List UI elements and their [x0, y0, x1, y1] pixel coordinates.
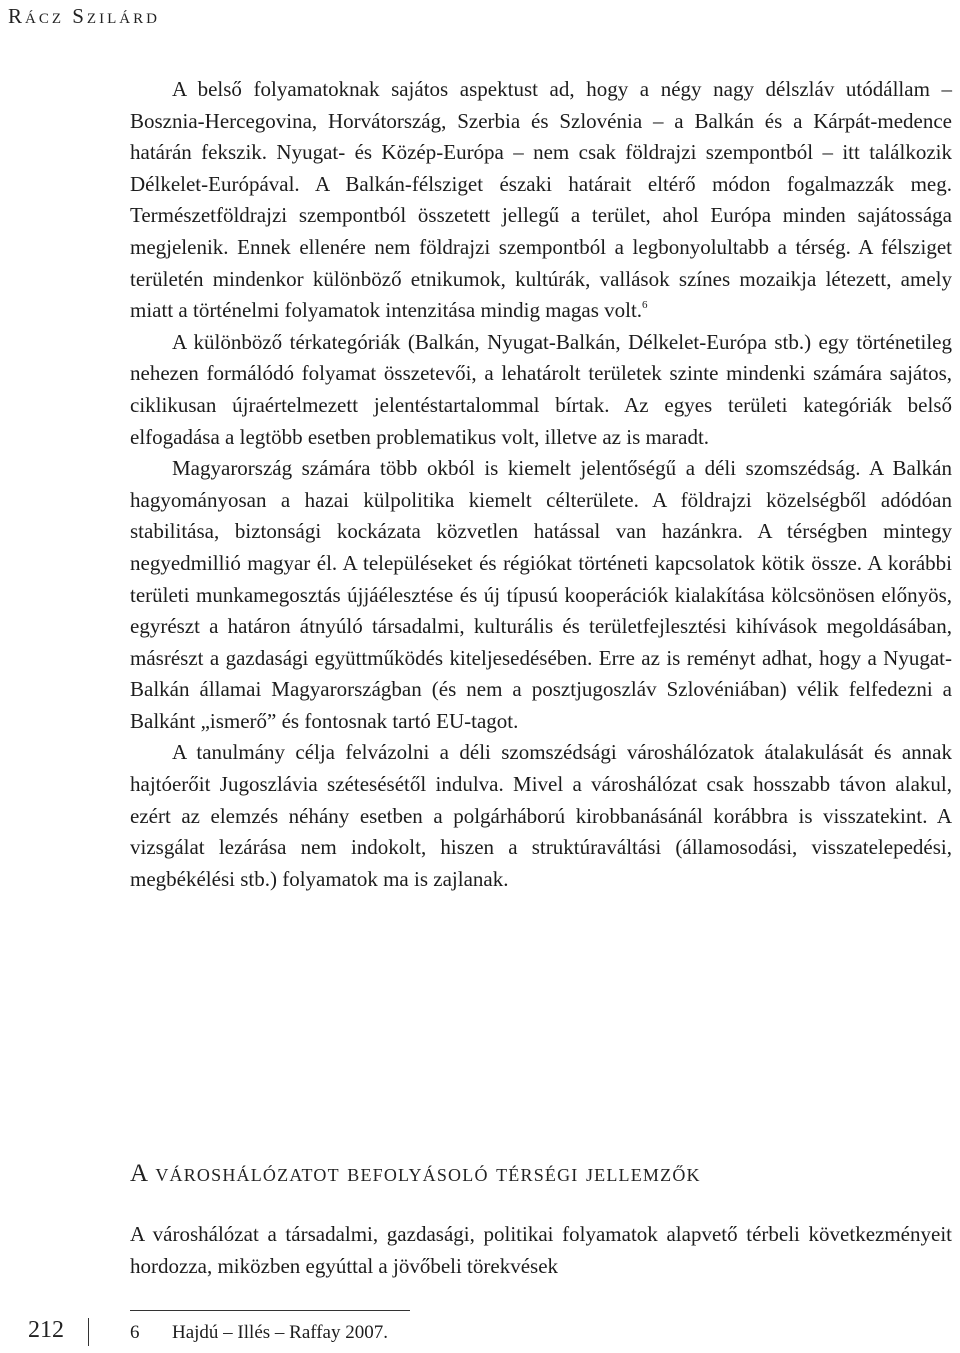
- paragraph-4: A tanulmány célja felvázolni a déli szomszédsági városhálózatok átalakulását és annak hajtóerőit Jugoszlávia szétesésétől indulva. Mivel a városhálózat csak hosszabb távon alakul, ezért az elemzés néhány esetben a polgárháború kirobbanásánál korábbra is visszatekint. A vizsgálat lezárása nem indokolt, hiszen a struktúraváltási (államosodási, visszatelepedési, megbékélési stb.) folyamatok ma is zajlanak.: [130, 740, 952, 891]
- running-head: Rácz Szilárd: [8, 4, 160, 28]
- page-number: 212: [28, 1317, 64, 1343]
- footnote: [130, 1322, 388, 1344]
- footnote-reference[interactable]: 6: [642, 299, 648, 312]
- footnote-text: Hajdú – Illés – Raffay 2007.: [172, 1322, 388, 1343]
- paragraph-3: Magyarország számára több okból is kiemelt jelentőségű a déli szomszédság. A Balkán hagyományosan a hazai külpolitika kiemelt célterülete. A földrajzi közelségből adódóan stabilitása, biztonsági kockázata közvetlen hatással van hazánkra. A térségben mintegy negyedmillió magyar él. A településeket és régiókat történeti kapcsolatok kötik össze. A korábbi területi munkamegosztás újjáélesztése és új típusú kooperációk kialakítása kölcsönösen előnyös, egyrészt a határon átnyúló társadalmi, kulturális és területfejlesztési kihívások megoldásában, másrészt a gazdasági együttműködés kiteljesedésében. Erre az is reményt adhat, hogy a Nyugat-Balkán államai Magyarországban (és nem a posztjugoszláv Szlovéniában) vélik felfedezni a Balkánt „ismerő” és fontosnak tartó EU-tagot.: [130, 456, 952, 733]
- section-title: A városhálózatot befolyásoló térségi jellemzők: [130, 1160, 701, 1187]
- paragraph-2: A különböző térkategóriák (Balkán, Nyugat-Balkán, Délkelet-Európa stb.) egy történetileg nehezen formálódó folyamat összetevői, a lehatárolt területek szinte mindenki számára sajátos, ciklikusan újraértelmezett jelentéstartalommal bírtak. Az egyes területi kategóriák belső elfogadása a legtöbb esetben problematikus volt, illetve az is maradt.: [130, 329, 952, 449]
- section-paragraph: A városhálózat a társadalmi, gazdasági, politikai folyamatok alapvető térbeli következményeit hordozza, miközben egyúttal a jövőbeli törekvések: [130, 1222, 952, 1278]
- page-number-divider: [88, 1318, 89, 1346]
- paragraph-1-text: A belső folyamatoknak sajátos aspektust ad, hogy a négy nagy délszláv utódállam – Bosznia-Hercegovina, Horvátország, Szerbia és Szlovénia – a Balkán és a Kárpát-medence határán fekszik. Nyugat- és Közép-Európa – nem csak földrajzi szempontból – itt találkozik Délkelet-Európával. A Balkán-félsziget északi határait eltérő módon fogalmazzák meg. Természetföldrajzi szempontból összetett jellegű a terület, ahol Európa minden sajátossága megjelenik. Ennek ellenére nem földrajzi szempontból a legbonyolultabb a térség. A félsziget területén mindenkor különböző etnikumok, kultúrák, vallások színes mozaikja létezett, amely miatt a történelmi folyamatok intenzitása mindig magas volt.: [130, 77, 952, 323]
- footnote-rule: [130, 1310, 410, 1311]
- body-text: [130, 74, 952, 895]
- footnote-number: 6: [130, 1322, 140, 1343]
- section-body: [130, 1219, 952, 1282]
- paragraph-1: [130, 74, 952, 327]
